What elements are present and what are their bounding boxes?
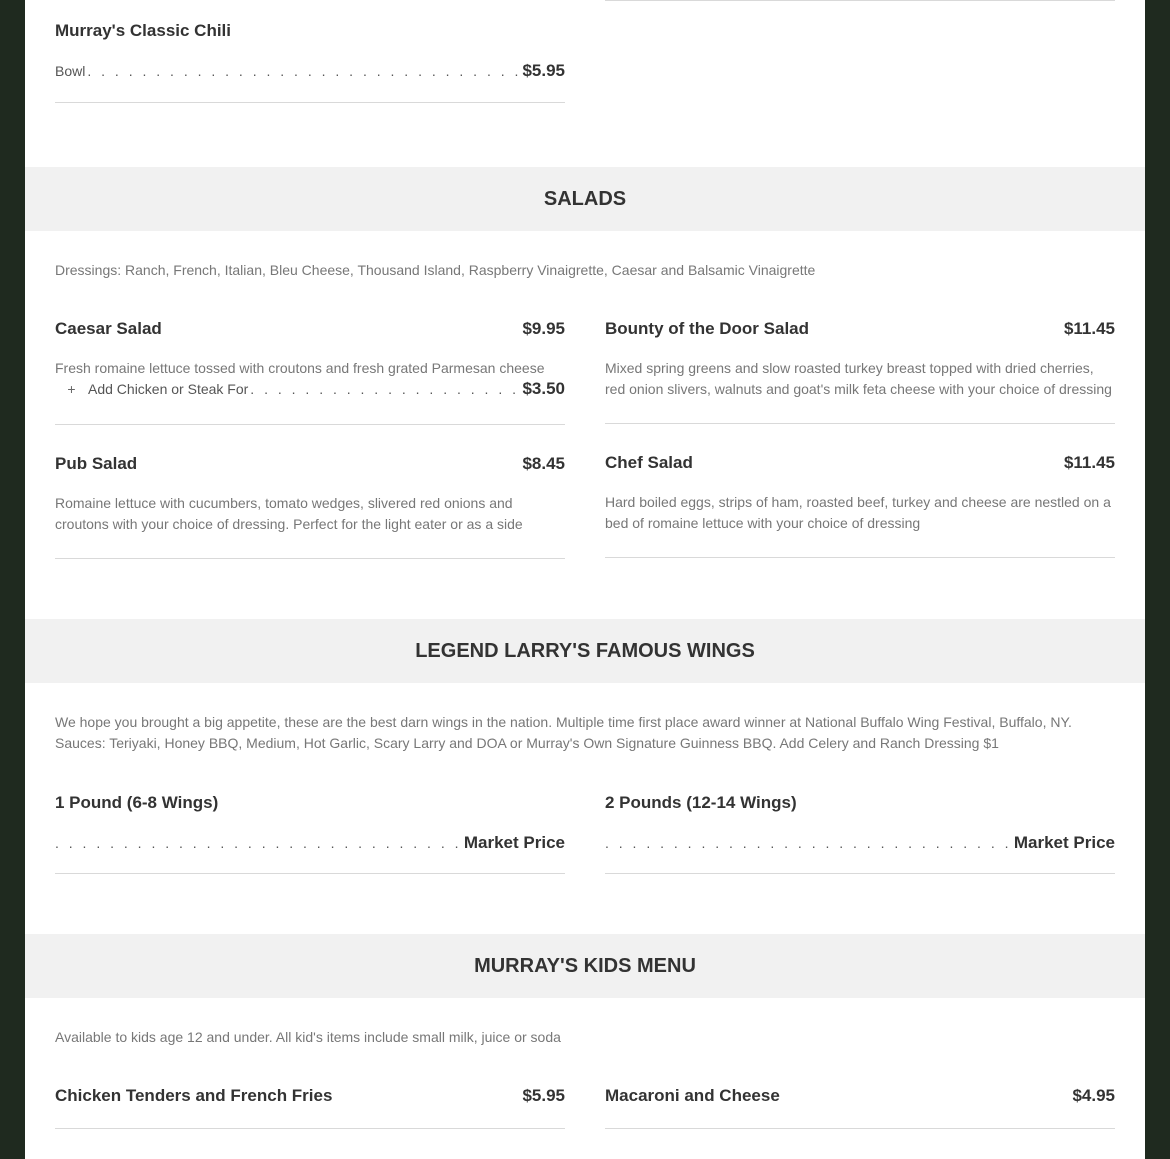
divider [605, 0, 1115, 1]
divider [55, 558, 565, 559]
section-intro: Available to kids age 12 and under. All kid's items include small milk, juice or soda [55, 1029, 561, 1045]
price-row [605, 833, 1115, 853]
menu-item-mac-and-cheese [605, 1086, 1115, 1106]
menu-item-wings-1lb [55, 793, 565, 853]
item-description: Romaine lettuce with cucumbers, tomato wedges, slivered red onions and croutons with your choice of dressing. Perfect for the light eater or as a side [55, 495, 523, 532]
divider [605, 423, 1115, 424]
divider [605, 1128, 1115, 1129]
menu-item-chef-salad [605, 453, 1115, 534]
item-price: Market Price [1013, 833, 1115, 852]
item-title: Pub Salad [55, 454, 138, 473]
item-title: 1 Pound (6-8 Wings) [55, 793, 219, 812]
divider [605, 873, 1115, 874]
dot-leader [87, 63, 520, 79]
item-description: Fresh romaine lettuce tossed with croutons and fresh grated Parmesan cheese [55, 360, 545, 376]
option-price: $5.95 [522, 61, 565, 80]
dot-leader [605, 835, 1012, 851]
plus-icon: + [67, 381, 76, 397]
item-title: Bounty of the Door Salad [605, 319, 809, 338]
menu-page [25, 0, 1145, 1159]
dot-leader [55, 835, 462, 851]
section-heading-salads: SALADS [25, 167, 1145, 231]
price-option-row [55, 61, 565, 81]
item-title: Caesar Salad [55, 319, 162, 338]
item-price: $9.95 [522, 319, 565, 338]
section-intro: We hope you brought a big appetite, these are the best darn wings in the nation. Multiple time first place award winner at National Buffalo Wing Festival, Buffalo, NY. Sauces: Teriyaki, Honey BBQ, Medium, Hot Garlic, Scary Larry and DOA or Murray's Own Signature Guinness BBQ. Add Celery and Ranch Dressing $1 [55, 714, 1072, 751]
item-title: Macaroni and Cheese [605, 1086, 780, 1105]
section-heading-wings: LEGEND LARRY'S FAMOUS WINGS [25, 619, 1145, 683]
item-description: Mixed spring greens and slow roasted turkey breast topped with dried cherries, red onion slivers, walnuts and goat's milk feta cheese with your choice of dressing [605, 360, 1112, 397]
menu-item-wings-2lb [605, 793, 1115, 853]
divider [55, 1128, 565, 1129]
item-price: $11.45 [1063, 319, 1115, 338]
option-label: Bowl [55, 63, 86, 79]
item-description: Hard boiled eggs, strips of ham, roasted beef, turkey and cheese are nestled on a bed of romaine lettuce with your choice of dressing [605, 494, 1111, 531]
menu-item-chili [55, 21, 565, 81]
item-price: $8.45 [522, 454, 565, 473]
addon-row [55, 379, 565, 399]
divider [605, 557, 1115, 558]
item-price: $11.45 [1063, 453, 1115, 472]
item-price: $5.95 [522, 1086, 565, 1105]
item-price: Market Price [463, 833, 565, 852]
menu-item-caesar-salad [55, 319, 565, 399]
item-title: Chicken Tenders and French Fries [55, 1086, 333, 1105]
addon-price: $3.50 [522, 379, 565, 398]
divider [55, 424, 565, 425]
addon-label: Add Chicken or Steak For [88, 381, 249, 397]
divider [55, 873, 565, 874]
item-title: 2 Pounds (12-14 Wings) [605, 793, 797, 812]
menu-item-bounty-salad [605, 319, 1115, 400]
section-heading-kids: MURRAY'S KIDS MENU [25, 934, 1145, 998]
price-row [55, 833, 565, 853]
divider [55, 102, 565, 103]
dot-leader [250, 381, 520, 397]
item-title: Murray's Classic Chili [55, 21, 232, 40]
item-price: $4.95 [1072, 1086, 1115, 1105]
section-intro: Dressings: Ranch, French, Italian, Bleu Cheese, Thousand Island, Raspberry Vinaigrette, Caesar and Balsamic Vinaigrette [55, 262, 816, 278]
menu-item-pub-salad [55, 454, 565, 535]
menu-item-chicken-tenders [55, 1086, 565, 1106]
item-title: Chef Salad [605, 453, 693, 472]
